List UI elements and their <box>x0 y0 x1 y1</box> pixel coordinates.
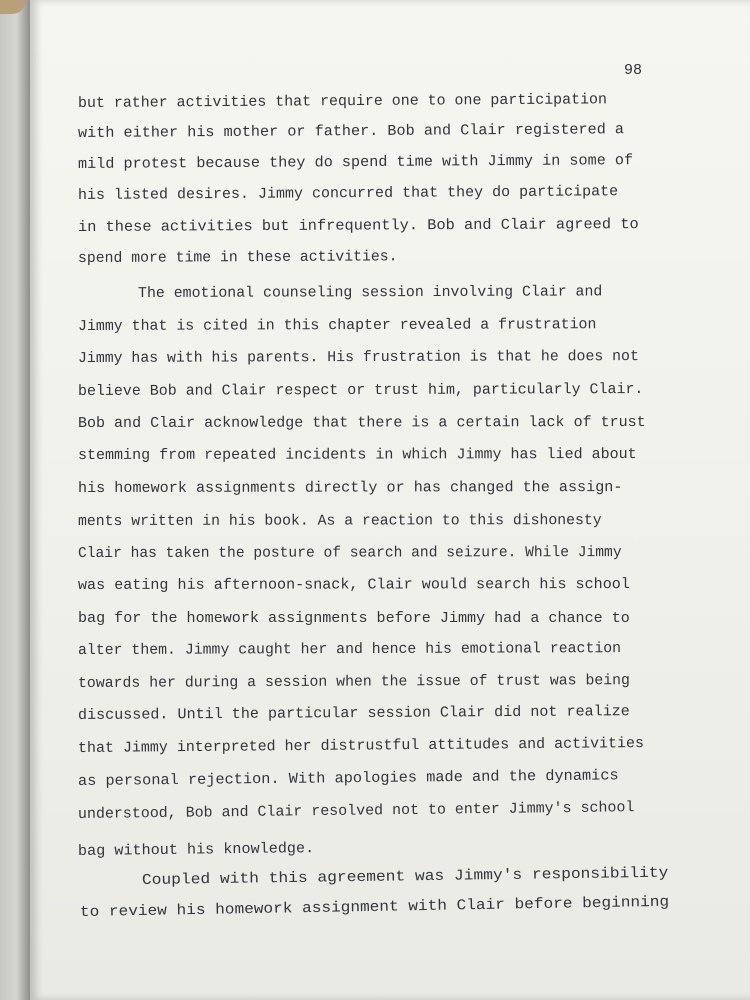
text-line: Jimmy has with his parents. His frustration is that he does not <box>77 348 639 367</box>
text-line: his homework assignments directly or has changed the assign- <box>77 479 623 497</box>
text-line: his listed desires. Jimmy concurred that they do participate <box>77 183 619 204</box>
text-line: discussed. Until the particular session Clair did not realize <box>77 703 630 724</box>
text-line: that Jimmy interpreted her distrustful attitudes and activities <box>77 735 645 757</box>
text-line: was eating his afternoon-snack, Clair would search his school <box>77 576 630 594</box>
text-line: mild protest because they do spend time with Jimmy in some of <box>77 152 634 173</box>
text-line: ments written in his book. As a reaction to this dishonesty <box>77 512 602 530</box>
text-line: Bob and Clair acknowledge that there is a certain lack of trust <box>77 414 646 432</box>
text-line: towards her during a session when the issue of trust was being <box>77 672 630 692</box>
text-line: bag for the homework assignments before Jimmy had a chance to <box>78 610 630 627</box>
text-line: alter them. Jimmy caught her and hence his emotional reaction <box>77 640 622 659</box>
text-line: as personal rejection. With apologies made and the dynamics <box>77 767 619 790</box>
text-line: bag without his knowledge. <box>77 840 315 860</box>
text-line: The emotional counseling session involving Clair and <box>137 283 603 302</box>
text-line: Clair has taken the posture of search and seizure. While Jimmy <box>77 544 622 562</box>
document-page <box>30 0 750 1000</box>
text-line: stemming from repeated incidents in which Jimmy has lied about <box>77 446 637 464</box>
text-line: Jimmy that is cited in this chapter revealed a frustration <box>77 316 597 335</box>
text-line: believe Bob and Clair respect or trust him, particularly Clair. <box>77 381 644 400</box>
text-line: spend more time in these activities. <box>77 248 398 267</box>
text-line: Coupled with this agreement was Jimmy's responsibility <box>141 864 669 889</box>
text-line: with either his mother or father. Bob and Clair registered a <box>77 121 625 142</box>
page-number: 98 <box>624 62 643 79</box>
text-line: in these activities but infrequently. Bob and Clair agreed to <box>77 216 639 236</box>
book-gutter <box>0 0 30 1000</box>
text-line: to review his homework assignment with Clair before beginning <box>79 893 670 921</box>
text-line: understood, Bob and Clair resolved not to enter Jimmy's school <box>77 799 635 823</box>
text-line: but rather activities that require one to one participation <box>77 91 608 112</box>
